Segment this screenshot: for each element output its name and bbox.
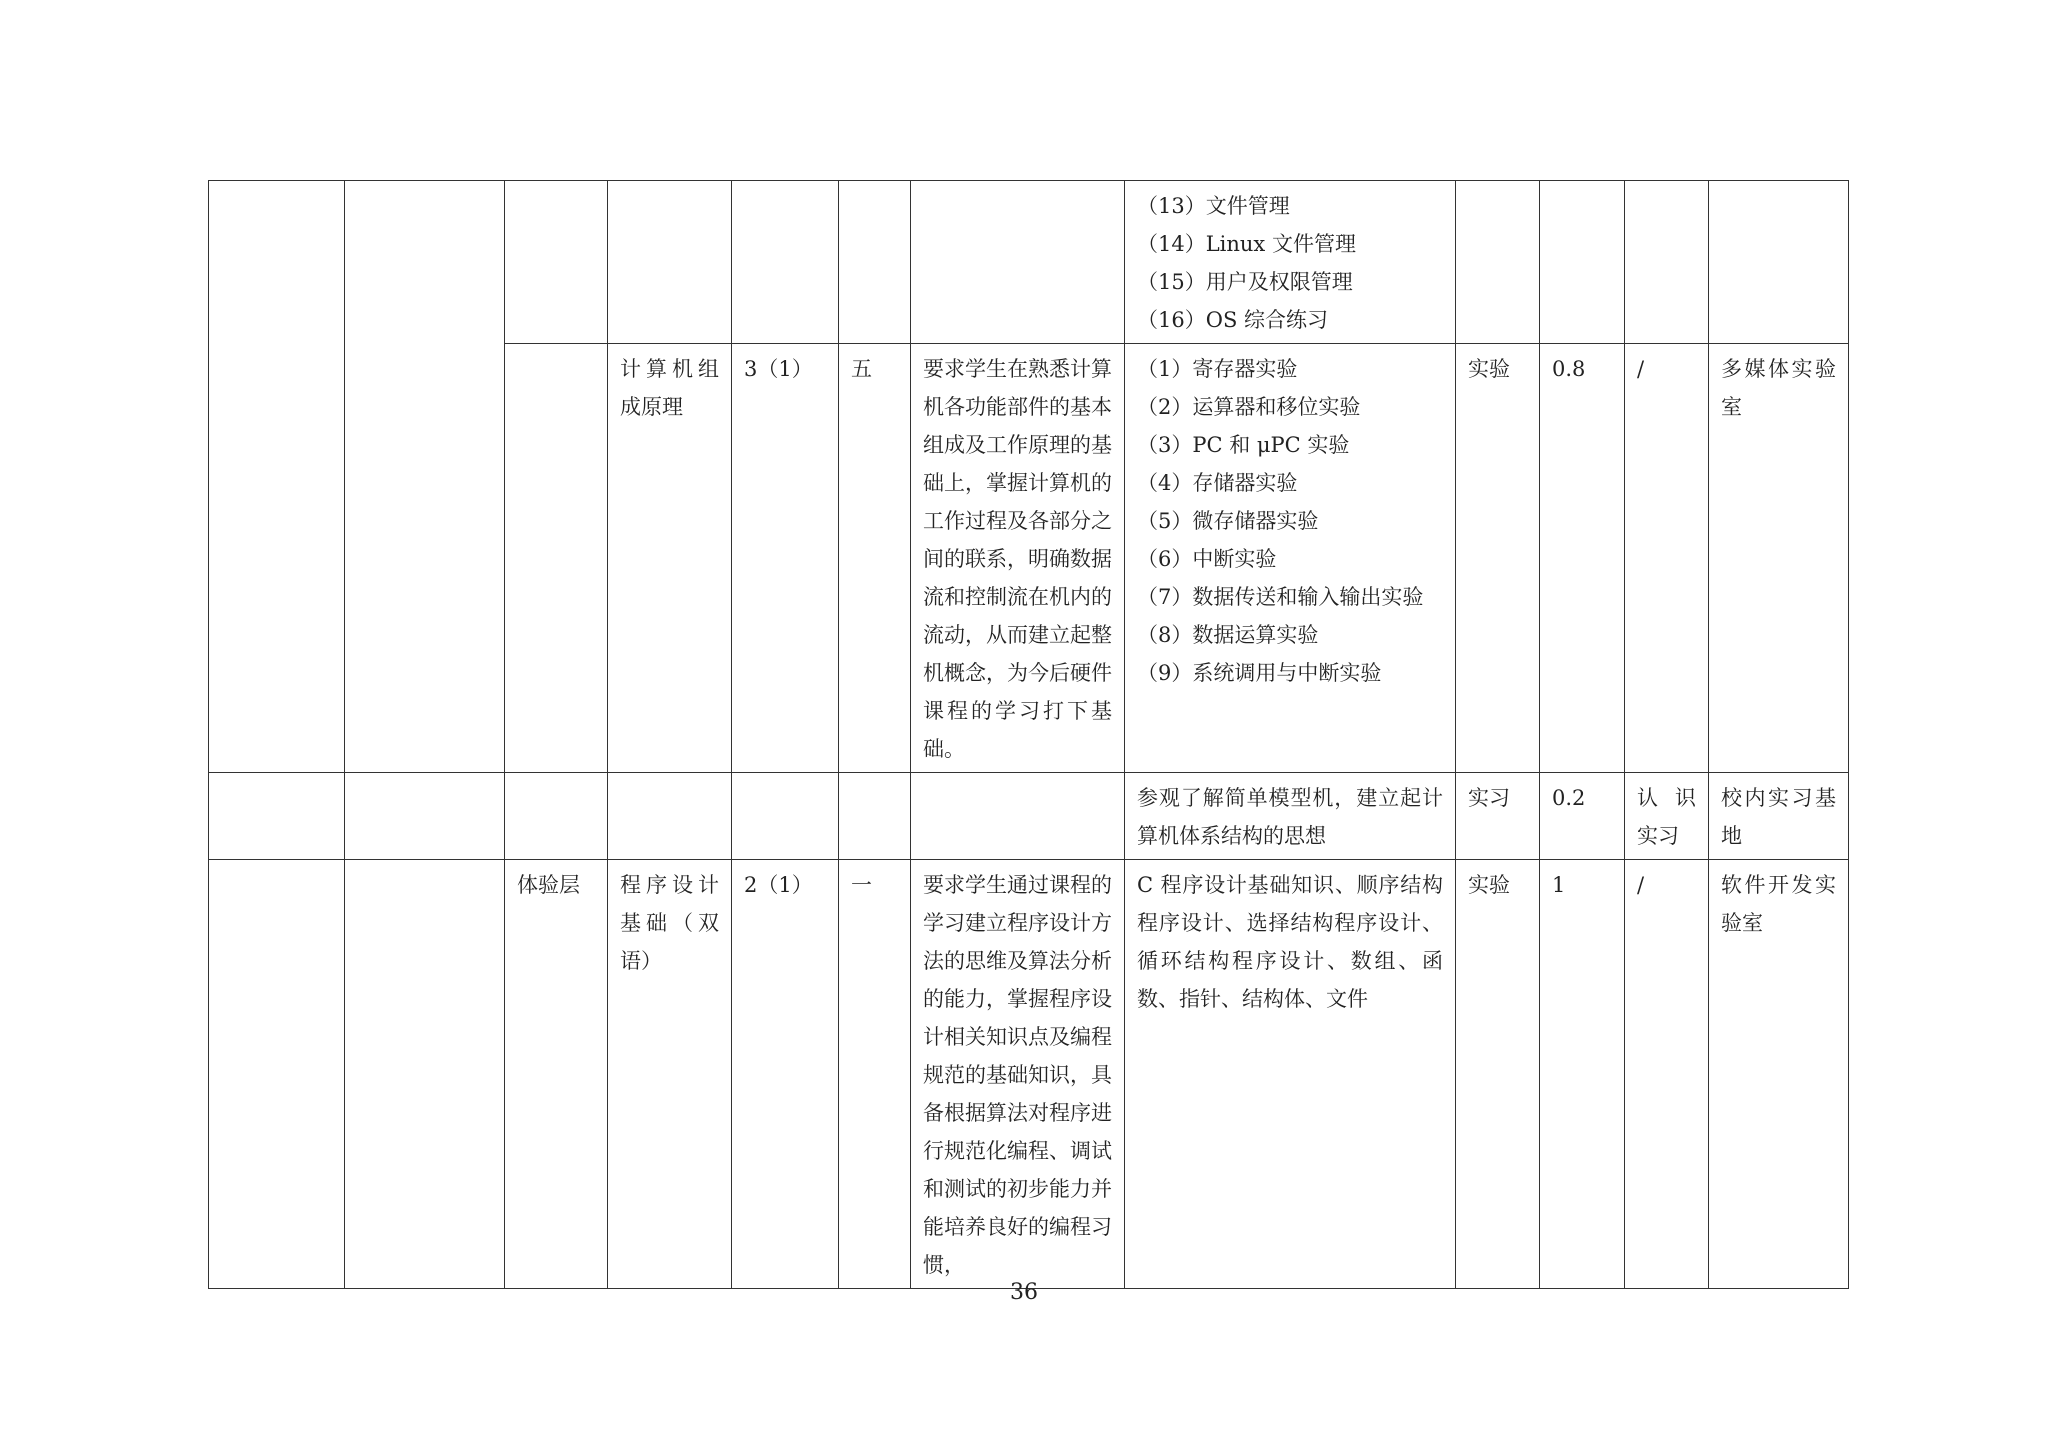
contents-line: （7）数据传送和输入输出实验 <box>1137 585 1424 609</box>
cell-objective: 要求学生在熟悉计算机各功能部件的基本组成及工作原理的基础上，掌握计算机的工作过程及各部分之间的联系，明确数据流和控制流在机内的流动，从而建立起整机概念，为今后硬件课程的学习打下基础。 <box>911 344 1125 773</box>
page-number: 36 <box>1010 1280 1038 1305</box>
cell-contents: 参观了解简单模型机，建立起计算机体系结构的思想 <box>1125 773 1456 860</box>
cell-hours <box>732 773 839 860</box>
cell-mode: / <box>1625 860 1709 1289</box>
cell-location <box>1709 181 1849 344</box>
cell-course <box>608 773 732 860</box>
cell-mode: / <box>1625 344 1709 773</box>
cell-objective <box>911 773 1125 860</box>
cell-type: 实习 <box>1456 773 1540 860</box>
cell-course: 计算机组成原理 <box>608 344 732 773</box>
cell-level <box>505 344 608 773</box>
cell-contents <box>1125 181 1456 344</box>
cell-category <box>209 773 345 860</box>
course-table <box>208 180 1849 1289</box>
contents-line: （2）运算器和移位实验 <box>1137 395 1361 419</box>
cell-course <box>608 181 732 344</box>
table-row <box>209 181 1849 344</box>
cell-credit <box>1540 181 1625 344</box>
cell-level: 体验层 <box>505 860 608 1289</box>
cell-hours: 3（1） <box>732 344 839 773</box>
cell-type <box>1456 181 1540 344</box>
contents-line: （14）Linux 文件管理 <box>1137 232 1356 256</box>
cell-subcategory <box>345 860 505 1289</box>
cell-hours <box>732 181 839 344</box>
cell-contents <box>1125 344 1456 773</box>
cell-type: 实验 <box>1456 860 1540 1289</box>
cell-location: 多媒体实验室 <box>1709 344 1849 773</box>
contents-line: （15）用户及权限管理 <box>1137 270 1353 294</box>
contents-line: （5）微存储器实验 <box>1137 509 1319 533</box>
cell-term: 一 <box>839 860 911 1289</box>
cell-credit: 0.2 <box>1540 773 1625 860</box>
contents-line: （13）文件管理 <box>1137 194 1290 218</box>
contents-line: （16）OS 综合练习 <box>1137 308 1328 332</box>
cell-subcategory <box>345 773 505 860</box>
table-row <box>209 773 1849 860</box>
table-row <box>209 860 1849 1289</box>
contents-line: （6）中断实验 <box>1137 547 1277 571</box>
cell-subcategory <box>345 181 505 773</box>
cell-term <box>839 773 911 860</box>
cell-mode: 认识实习 <box>1625 773 1709 860</box>
cell-objective: 要求学生通过课程的学习建立程序设计方法的思维及算法分析的能力，掌握程序设计相关知识点及编程规范的基础知识，具备根据算法对程序进行规范化编程、调试和测试的初步能力并能培养良好的编程习惯， <box>911 860 1125 1289</box>
course-table-page <box>208 180 1848 1277</box>
cell-level <box>505 181 608 344</box>
cell-course: 程序设计基础（双语） <box>608 860 732 1289</box>
contents-line: （3）PC 和 μPC 实验 <box>1137 433 1350 457</box>
cell-type: 实验 <box>1456 344 1540 773</box>
cell-contents: C 程序设计基础知识、顺序结构程序设计、选择结构程序设计、循环结构程序设计、数组、函数、指针、结构体、文件 <box>1125 860 1456 1289</box>
cell-hours: 2（1） <box>732 860 839 1289</box>
contents-line: （1）寄存器实验 <box>1137 357 1298 381</box>
cell-credit: 1 <box>1540 860 1625 1289</box>
contents-line: （8）数据运算实验 <box>1137 623 1319 647</box>
cell-mode <box>1625 181 1709 344</box>
cell-level <box>505 773 608 860</box>
cell-credit: 0.8 <box>1540 344 1625 773</box>
cell-category <box>209 860 345 1289</box>
cell-location: 校内实习基地 <box>1709 773 1849 860</box>
cell-category <box>209 181 345 773</box>
cell-objective <box>911 181 1125 344</box>
cell-term <box>839 181 911 344</box>
contents-line: （4）存储器实验 <box>1137 471 1298 495</box>
cell-location: 软件开发实验室 <box>1709 860 1849 1289</box>
cell-term: 五 <box>839 344 911 773</box>
contents-line: （9）系统调用与中断实验 <box>1137 661 1382 685</box>
